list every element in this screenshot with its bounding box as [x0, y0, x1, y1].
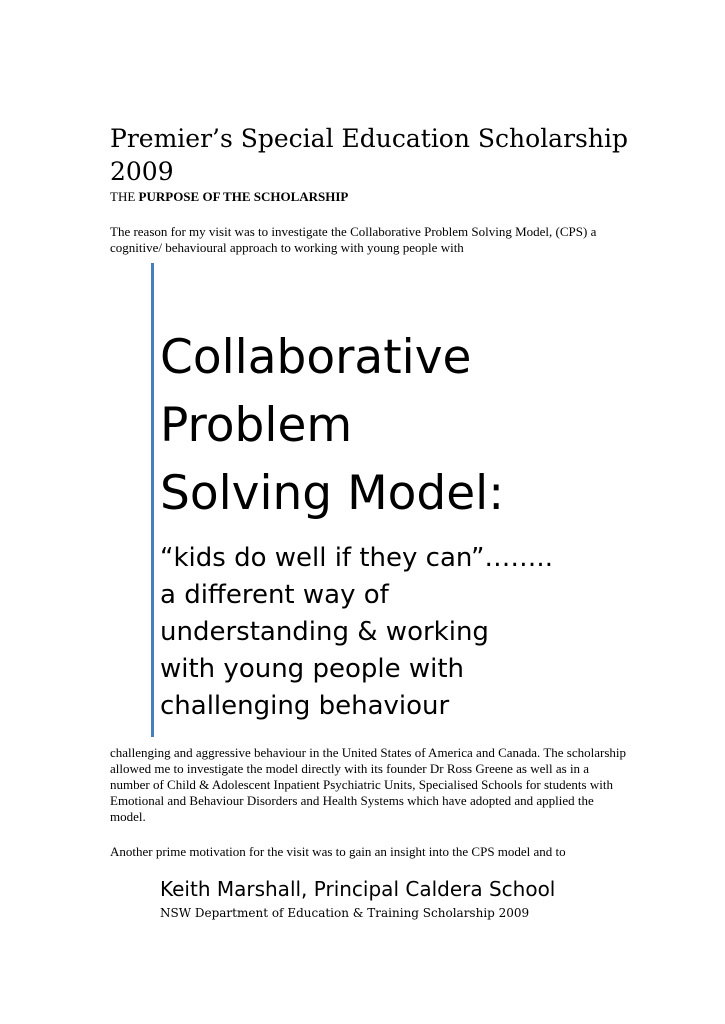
pull-quote-title — [160, 324, 600, 528]
pull-quote-subtitle-line: a different way of — [160, 580, 389, 610]
pull-quote-subtitle-line: understanding & working — [160, 617, 489, 647]
author-name: Keith Marshall, Principal Caldera School — [160, 877, 556, 901]
pull-quote-subtitle — [160, 540, 600, 725]
section-heading-prefix: THE — [110, 189, 139, 204]
pull-quote-title-line: Problem — [160, 398, 353, 453]
section-heading-bold: PURPOSE OF THE SCHOLARSHIP — [138, 189, 349, 204]
section-heading — [110, 189, 348, 205]
pull-quote-title-line: Collaborative — [160, 330, 472, 385]
pull-quote-subtitle-line: “kids do well if they can”…….. — [160, 543, 553, 573]
body-paragraph: challenging and aggressive behaviour in the United States of America and Canada. The scholarship allowed me to investigate the model directly with its founder Dr Ross Greene as well as in a number of Child & Adolescent Inpatient Psychiatric Units, Specialised Schools for students with Emotional and Behaviour Disorders and Health Systems which have adopted and applied the model. — [110, 745, 626, 824]
pull-quote-title-line: Solving Model: — [160, 466, 505, 521]
body-paragraph: Another prime motivation for the visit was to gain an insight into the CPS model and to — [110, 844, 566, 859]
pull-quote-subtitle-line: challenging behaviour — [160, 691, 450, 721]
document-title: Premier’s Special Education Scholarship 2009 — [110, 124, 628, 186]
intro-paragraph: The reason for my visit was to investigate the Collaborative Problem Solving Model, (CPS) a cognitive/ behavioural approach to working with young people with — [110, 224, 597, 255]
author-organisation: NSW Department of Education & Training Scholarship 2009 — [160, 906, 530, 920]
pull-quote-subtitle-line: with young people with — [160, 654, 465, 684]
